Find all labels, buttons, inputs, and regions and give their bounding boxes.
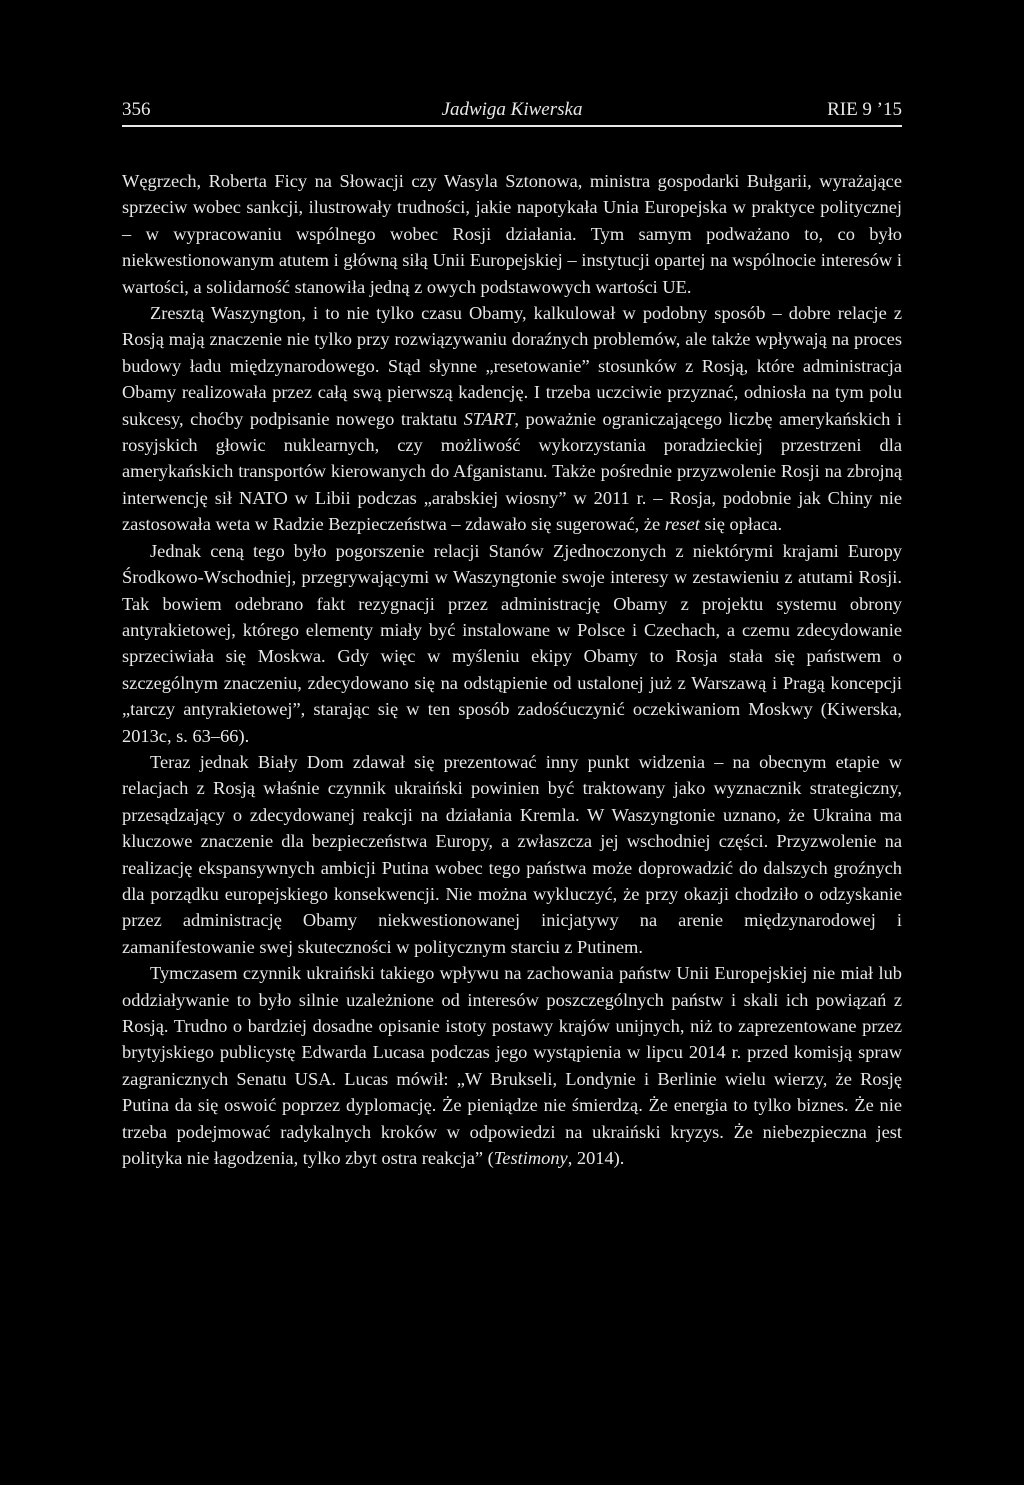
body-paragraph [122,538,902,749]
page-number: 356 [122,99,151,120]
paragraph-text: , 2014). [567,1148,625,1169]
italic-term: reset [664,514,700,535]
paragraph-text: Tymczasem czynnik ukraiński takiego wpływu na zachowania państw Unii Europejskiej nie miał lub oddziaływanie to było silnie uzależnione od interesów poszczególnych państw i skali ich powiązań z Rosją. Trudno o bardziej dosadne opisanie istoty postawy krajów unijnych, niż to zaprezentowane przez brytyjskiego publicystę Edwarda Lucasa podczas jego wystąpienia w lipcu 2014 r. przed komisją spraw zagranicznych Senatu USA. Lucas mówił: „W Brukseli, Londynie i Berlinie wielu wierzy, że Rosję Putina da się oswoić poprzez dyplomację. Że pieniądze nie śmierdzą. Że energia to tylko biznes. Że nie trzeba podejmować radykalnych kroków w odpowiedzi na ukraiński kryzys. Że niebezpieczna jest polityka nie łagodzenia, tylko zbyt ostra reakcja” ( [122,963,902,1169]
paragraph-text: Zresztą Waszyngton, i to nie tylko czasu Obamy, kalkulował w podobny sposób – dobre relacje z Rosją mają znaczenie nie tylko przy rozwiązywaniu doraźnych problemów, ale także wpływają na proces budowy ładu międzynarodowego. Stąd słynne „resetowanie” stosunków z Rosją, które administracja Obamy realizowała przez całą swą pierwszą kadencję. I trzeba uczciwie przyznać, odniosła na tym polu sukcesy, choćby podpisanie nowego traktatu [122,303,902,429]
paragraph-text: Jednak ceną tego było pogorszenie relacji Stanów Zjednoczonych z niektórymi krajami Europy Środkowo-Wschodniej, przegrywającymi w Waszyngtonie swoje interesy w zestawieniu z atutami Rosji. Tak bowiem odebrano fakt rezygnacji przez administrację Obamy z projektu systemu obrony antyrakietowej, którego elementy miały być instalowane w Polsce i Czechach, a czemu zdecydowanie sprzeciwiała się Moskwa. Gdy więc w myśleniu ekipy Obamy to Rosja stała się państwem o szczególnym znaczeniu, zdecydowano się na odstąpienie od ustalonej już z Warszawą i Pragą koncepcji „tarczy antyrakietowej”, starając się w ten sposób zadośćuczynić oczekiwaniom Moskwy (Kiwerska, 2013c, s. 63–66). [122,540,902,746]
italic-term: Testimony [493,1148,568,1169]
body-paragraph [122,300,902,538]
body-paragraph [122,168,902,300]
paragraph-text: Teraz jednak Biały Dom zdawał się prezentować inny punkt widzenia – na obecnym etapie w relacjach z Rosją właśnie czynnik ukraiński powinien być traktowany jako wyznacznik strategiczny, przesądzający o zdecydowanej reakcji na działania Kremla. W Waszyngtonie uznano, że Ukraina ma kluczowe znaczenie dla bezpieczeństwa Europy, a zwłaszcza jej wschodniej części. Przyzwolenie na realizację ekspansywnych ambicji Putina wobec tego państwa może doprowadzić do dalszych groźnych dla porządku europejskiego konsekwencji. Nie można wykluczyć, że przy okazji chodziło o odzyskanie przez administrację Obamy niekwestionowanej inicjatywy na arenie międzynarodowej i zamanifestowanie swej skuteczności w politycznym starciu z Putinem. [122,751,902,957]
journal-issue: RIE 9 ’15 [827,99,902,120]
body-text [122,168,902,1171]
italic-term: START [463,408,515,429]
paragraph-text: się opłaca. [699,514,783,535]
body-paragraph [122,749,902,960]
document-page [122,98,902,1171]
paragraph-text: , poważnie ograniczającego liczbę amerykańskich i rosyjskich głowic nuklearnych, czy możliwość wykorzystania poradzieckiej przestrzeni dla amerykańskich transportów kierowanych do Afganistanu. Także pośrednie przyzwolenie Rosji na zbrojną interwencję sił NATO w Libii podczas „arabskiej wiosny” w 2011 r. – Rosja, podobnie jak Chiny nie zastosowała weta w Radzie Bezpieczeństwa – zdawało się sugerować, że [122,408,902,535]
paragraph-text: Węgrzech, Roberta Ficy na Słowacji czy Wasyla Sztonowa, ministra gospodarki Bułgarii, wyrażające sprzeciw wobec sankcji, ilustrowały trudności, jakie napotykała Unia Europejska w praktyce politycznej – w wypracowaniu wspólnego wobec Rosji działania. Tym samym podważano to, co było niekwestionowanym atutem i główną siłą Unii Europejskiej – instytucji opartej na wspólnocie interesów i wartości, a solidarność stanowiła jedną z owych podstawowych wartości UE. [122,171,902,297]
running-author: Jadwiga Kiwerska [441,99,583,120]
running-header [122,98,902,124]
header-rule [122,125,902,127]
body-paragraph [122,960,902,1171]
